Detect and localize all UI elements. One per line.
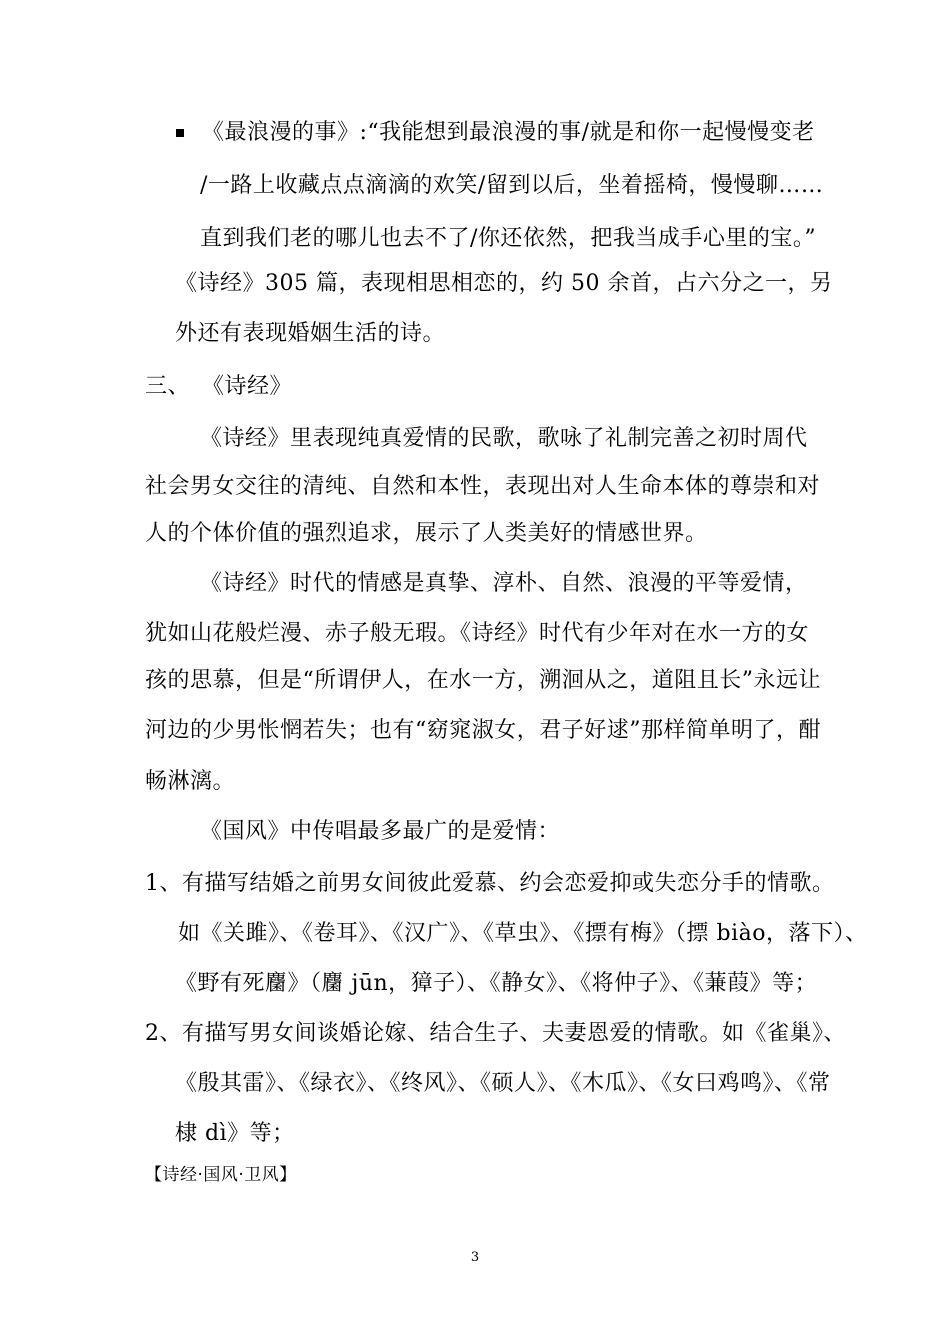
list-item-2-line-2: 《殷其雷》、《绿衣》、《终风》、《硕人》、《木瓜》、《女曰鸡鸣》、《常 [175, 1071, 831, 1096]
quote-line-2: /一路上收藏点点滴滴的欢笑/留到以后，坐着摇椅，慢慢聊…… [200, 173, 824, 198]
section-number: 三、 [145, 374, 191, 399]
quote-line-1: 《最浪漫的事》:“我能想到最浪漫的事/就是和你一起慢慢变老 [202, 120, 815, 145]
list-item-1-line-2: 如《关雎》、《卷耳》、《汉广》、《草虫》、《摽有梅》（摽 biào，落下）、 [178, 921, 868, 946]
stats-line-1: 《诗经》305 篇，表现相思相恋的，约 50 余首，占六分之一，另 [175, 271, 833, 296]
para3-line: 《国风》中传唱最多最广的是爱情： [200, 819, 561, 844]
para2-line-5: 畅淋漓。 [145, 769, 236, 794]
stats-line-2: 外还有表现婚姻生活的诗。 [175, 321, 446, 346]
bullet-square-icon [176, 129, 184, 137]
para1-line-2: 社会男女交往的清纯、自然和本性，表现出对人生命本体的尊崇和对 [145, 474, 821, 499]
bracket-heading: 【诗经·国风·卫风】 [145, 1165, 297, 1185]
quote-line-3: 直到我们老的哪儿也去不了/你还依然，把我当成手心里的宝。” [200, 226, 817, 251]
para2-line-3: 孩的思慕，但是“所谓伊人，在水一方，溯洄从之，道阻且长”永远让 [145, 668, 821, 693]
para2-line-1: 《诗经》时代的情感是真挚、淳朴、自然、浪漫的平等爱情， [200, 571, 808, 596]
list-item-2-line-3: 棣 dì》等； [175, 1121, 295, 1146]
list-item-1-line-3: 《野有死麕》（麕 jūn，獐子）、《静女》、《将仲子》、《蒹葭》等； [175, 971, 818, 996]
list-item-2-line-1: 2、有描写男女间谈婚论嫁、结合生子、夫妻恩爱的情歌。如《雀巢》、 [145, 1021, 846, 1046]
list-item-1-line-1: 1、有描写结婚之前男女间彼此爱慕、约会恋爱抑或失恋分手的情歌。 [145, 871, 835, 896]
section-title: 《诗经》 [202, 374, 293, 399]
para1-line-3: 人的个体价值的强烈追求，展示了人类美好的情感世界。 [145, 521, 708, 546]
para2-line-2: 犹如山花般烂漫、赤子般无瑕。《诗经》时代有少年对在水一方的女 [145, 621, 810, 646]
page-number: 3 [470, 1250, 480, 1265]
para1-line-1: 《诗经》里表现纯真爱情的民歌，歌咏了礼制完善之初时周代 [200, 426, 808, 451]
para2-line-4: 河边的少男怅惘若失；也有“窈窕淑女，君子好逑”那样简单明了，酣 [145, 718, 821, 743]
